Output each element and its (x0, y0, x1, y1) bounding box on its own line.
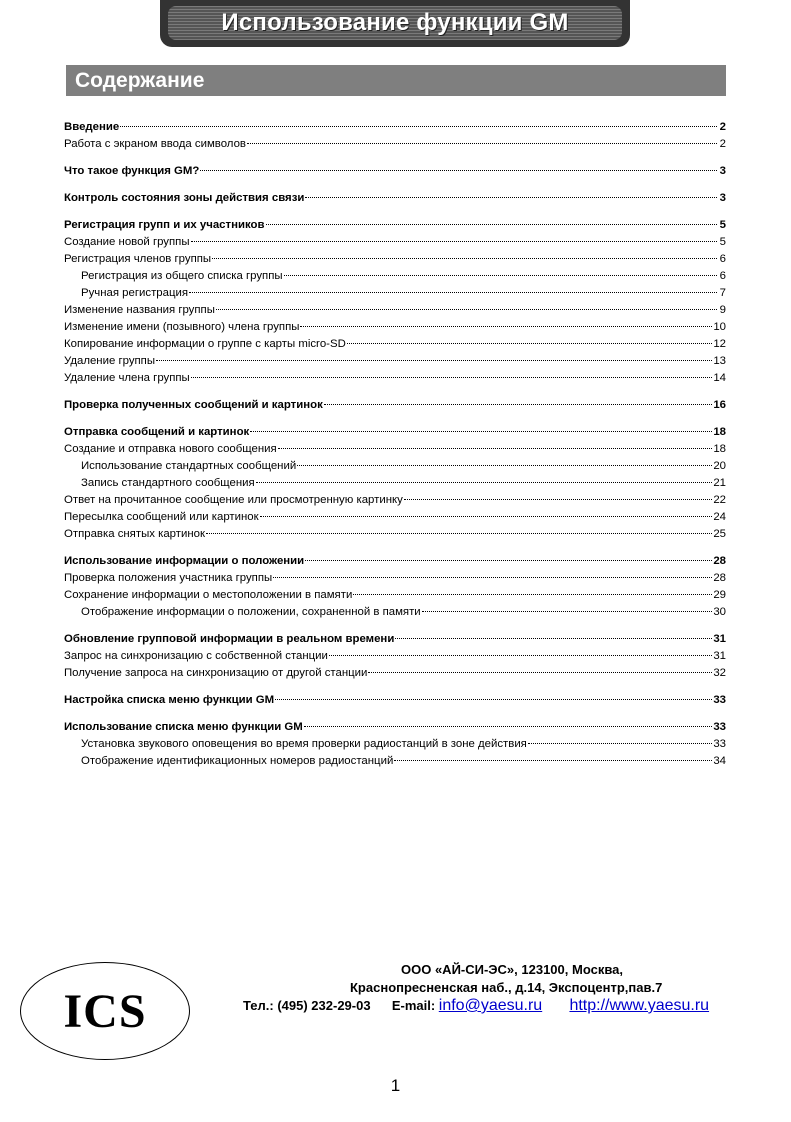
toc-entry-page: 6 (719, 270, 726, 282)
toc-entry-page: 12 (713, 338, 726, 350)
toc-entry[interactable] (64, 319, 726, 336)
toc-dot-leader (394, 760, 712, 761)
toc-entry[interactable] (64, 587, 726, 604)
toc-entry[interactable] (64, 719, 726, 736)
ics-logo (20, 962, 190, 1060)
toc-entry-title: Регистрация членов группы (64, 253, 212, 265)
toc-dot-leader (324, 404, 713, 405)
toc-entry[interactable] (64, 492, 726, 509)
toc-entry-page: 3 (719, 192, 726, 204)
toc-entry[interactable] (64, 302, 726, 319)
toc-entry-page: 33 (713, 694, 726, 706)
toc-entry-title: Изменение имени (позывного) члена группы (64, 321, 300, 333)
header-banner-inner (168, 6, 622, 40)
toc-entry-page: 6 (719, 253, 726, 265)
toc-entry-title: Копирование информации о группе с карты micro-SD (64, 338, 346, 350)
toc-entry-page: 31 (713, 633, 726, 645)
toc-dot-leader (256, 482, 713, 483)
toc-entry-page: 7 (719, 287, 726, 299)
toc-entry-title: Удаление группы (64, 355, 156, 367)
toc-entry-page: 21 (713, 477, 726, 489)
toc-dot-leader (278, 448, 713, 449)
toc-entry-title: Контроль состояния зоны действия связи (64, 192, 305, 204)
toc-entry-page: 22 (713, 494, 726, 506)
toc-entry[interactable] (64, 553, 726, 570)
toc-dot-leader (247, 143, 717, 144)
toc-dot-leader (191, 241, 717, 242)
footer-company: ООО «АЙ-СИ-ЭС», 123100, Москва, (401, 962, 623, 977)
logo-text: ICS (63, 984, 147, 1038)
toc-entry-page: 16 (713, 399, 726, 411)
toc-entry-title: Создание новой группы (64, 236, 190, 248)
footer-address: Краснопресненская наб., д.14, Экспоцентр,пав.7 (350, 980, 663, 995)
toc-entry-title: Использование списка меню функции GM (64, 721, 303, 733)
toc-dot-leader (284, 275, 717, 276)
toc-dot-leader (200, 170, 717, 171)
toc-entry-page: 13 (713, 355, 726, 367)
toc-entry[interactable] (64, 285, 726, 302)
toc-entry-page: 28 (713, 555, 726, 567)
toc-entry-page: 31 (713, 650, 726, 662)
toc-entry[interactable] (64, 692, 726, 709)
toc-entry-title: Пересылка сообщений или картинок (64, 511, 259, 523)
toc-entry-page: 2 (719, 138, 726, 150)
toc-entry-page: 33 (713, 738, 726, 750)
toc-dot-leader (216, 309, 717, 310)
toc-entry-title: Регистрация из общего списка группы (81, 270, 283, 282)
toc-entry-page: 5 (719, 219, 726, 231)
toc-entry-title: Запрос на синхронизацию с собственной станции (64, 650, 328, 662)
footer-contacts (243, 997, 709, 1015)
toc-dot-leader (297, 465, 712, 466)
toc-entry-title: Ответ на прочитанное сообщение или просмотренную картинку (64, 494, 403, 506)
section-header (66, 65, 726, 96)
toc-entry-page: 33 (713, 721, 726, 733)
page-number: 1 (390, 1076, 401, 1095)
toc-entry-title: Отображение идентификационных номеров радиостанций (81, 755, 394, 767)
toc-entry-title: Использование информации о положении (64, 555, 305, 567)
toc-entry[interactable] (64, 631, 726, 648)
toc-entry-title: Ручная регистрация (81, 287, 189, 299)
toc-entry[interactable] (64, 458, 726, 475)
toc-entry-title: Отправка снятых картинок (64, 528, 205, 540)
toc-entry-title: Введение (64, 121, 120, 133)
toc-entry[interactable] (64, 736, 726, 753)
toc-dot-leader (273, 577, 712, 578)
toc-dot-leader (120, 126, 717, 127)
toc-entry-page: 34 (713, 755, 726, 767)
toc-entry-title: Проверка положения участника группы (64, 572, 273, 584)
toc-dot-leader (404, 499, 713, 500)
toc-entry[interactable] (64, 475, 726, 492)
toc-entry-title: Проверка полученных сообщений и картинок (64, 399, 323, 411)
website-link[interactable]: http://www.yaesu.ru (569, 997, 710, 1014)
toc-dot-leader (422, 611, 713, 612)
toc-dot-leader (368, 672, 712, 673)
toc-entry-title: Создание и отправка нового сообщения (64, 443, 277, 455)
toc-entry[interactable] (64, 234, 726, 251)
toc-entry-page: 14 (713, 372, 726, 384)
toc-entry-page: 18 (713, 443, 726, 455)
toc-dot-leader (305, 560, 712, 561)
header-banner (160, 0, 630, 47)
toc-entry[interactable] (64, 570, 726, 587)
toc-dot-leader (250, 431, 712, 432)
toc-entry[interactable] (64, 217, 726, 234)
toc-entry[interactable] (64, 370, 726, 387)
toc-entry-page: 5 (719, 236, 726, 248)
toc-dot-leader (528, 743, 712, 744)
toc-entry-title: Отправка сообщений и картинок (64, 426, 250, 438)
toc-entry[interactable] (64, 753, 726, 770)
table-of-contents (64, 119, 726, 770)
toc-entry-title: Запись стандартного сообщения (81, 477, 255, 489)
toc-entry-title: Получение запроса на синхронизацию от другой станции (64, 667, 368, 679)
toc-dot-leader (191, 377, 713, 378)
document-title: Использование функции GM (221, 9, 569, 36)
toc-entry-title: Регистрация групп и их участников (64, 219, 265, 231)
toc-entry-title: Использование стандартных сообщений (81, 460, 297, 472)
toc-entry-page: 20 (713, 460, 726, 472)
toc-entry[interactable] (64, 136, 726, 153)
toc-dot-leader (156, 360, 712, 361)
toc-entry[interactable] (64, 526, 726, 543)
toc-entry[interactable] (64, 441, 726, 458)
footer-phone: Тел.: (495) 232-29-03 (243, 998, 371, 1013)
section-title: Содержание (75, 68, 205, 92)
toc-dot-leader (260, 516, 713, 517)
toc-entry-page: 30 (713, 606, 726, 618)
toc-entry-title: Изменение названия группы (64, 304, 215, 316)
toc-entry-title: Установка звукового оповещения во время проверки радиостанций в зоне действия (81, 738, 527, 750)
toc-entry[interactable] (64, 665, 726, 682)
toc-entry-page: 25 (713, 528, 726, 540)
toc-entry-page: 28 (713, 572, 726, 584)
toc-dot-leader (266, 224, 718, 225)
toc-entry[interactable] (64, 648, 726, 665)
toc-entry[interactable] (64, 336, 726, 353)
toc-entry-title: Удаление члена группы (64, 372, 190, 384)
toc-dot-leader (212, 258, 717, 259)
toc-entry[interactable] (64, 353, 726, 370)
toc-entry[interactable] (64, 163, 726, 180)
toc-entry-title: Отображение информации о положении, сохраненной в памяти (81, 606, 421, 618)
toc-dot-leader (189, 292, 717, 293)
footer-email-label: E-mail: (391, 998, 436, 1013)
toc-entry[interactable] (64, 397, 726, 414)
toc-entry-title: Сохранение информации о местоположении в памяти (64, 589, 353, 601)
toc-entry-page: 18 (713, 426, 726, 438)
toc-entry[interactable] (64, 424, 726, 441)
toc-entry[interactable] (64, 119, 726, 136)
toc-dot-leader (300, 326, 712, 327)
toc-entry[interactable] (64, 509, 726, 526)
toc-entry[interactable] (64, 190, 726, 207)
toc-entry[interactable] (64, 251, 726, 268)
toc-dot-leader (305, 197, 717, 198)
toc-entry-page: 2 (719, 121, 726, 133)
toc-entry-title: Обновление групповой информации в реальном времени (64, 633, 395, 645)
toc-dot-leader (304, 726, 713, 727)
toc-entry-title: Работа с экраном ввода символов (64, 138, 246, 150)
toc-entry-page: 3 (719, 165, 726, 177)
toc-entry-page: 24 (713, 511, 726, 523)
toc-entry[interactable] (64, 604, 726, 621)
toc-dot-leader (329, 655, 712, 656)
toc-entry-page: 29 (713, 589, 726, 601)
toc-dot-leader (206, 533, 712, 534)
email-link[interactable]: info@yaesu.ru (438, 997, 543, 1014)
toc-dot-leader (347, 343, 713, 344)
toc-entry-page: 9 (719, 304, 726, 316)
toc-dot-leader (395, 638, 712, 639)
toc-entry-title: Что такое функция GM? (64, 165, 200, 177)
toc-entry-page: 10 (713, 321, 726, 333)
toc-entry-page: 32 (713, 667, 726, 679)
toc-dot-leader (275, 699, 712, 700)
toc-dot-leader (353, 594, 712, 595)
toc-entry[interactable] (64, 268, 726, 285)
toc-entry-title: Настройка списка меню функции GM (64, 694, 275, 706)
